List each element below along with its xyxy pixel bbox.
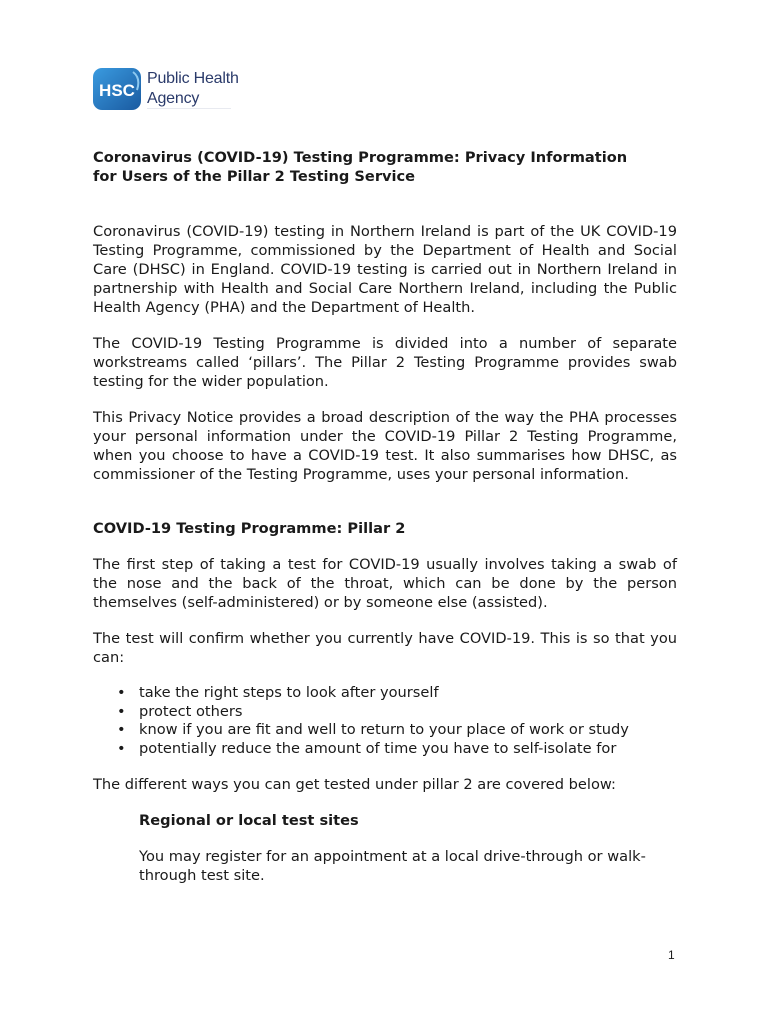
list-item: • potentially reduce the amount of time you have to self-isolate for	[117, 739, 617, 757]
subheading-regional-sites: Regional or local test sites	[139, 812, 359, 829]
paragraph-privacy-notice: This Privacy Notice provides a broad description of the way the PHA processes your personal information under the COVID-19 Pillar 2 Testing Programme, when you choose to have a COVID-19 test. It also summarises how DHSC, as commissioner of the Testing Programme, uses your personal information.	[93, 409, 677, 483]
paragraph-intro: Coronavirus (COVID-19) testing in Northern Ireland is part of the UK COVID-19 Testing Programme, commissioned by the Department of Health and Social Care (DHSC) in England. COVID-19 testing is carried out in Northern Ireland in partnership with Health and Social Care Northern Ireland, including the Public Health Agency (PHA) and the Department of Health.	[93, 223, 677, 316]
title-line-1: Coronavirus (COVID-19) Testing Programme: Privacy Information	[93, 149, 628, 166]
logo-badge-text: HSC	[99, 81, 135, 100]
bullet-icon: •	[117, 721, 126, 738]
paragraph-first-step: The first step of taking a test for COVID-19 usually involves taking a swab of the nose and the back of the throat, which can be done by the person themselves (self-administered) or by someone else (assisted).	[93, 556, 677, 611]
bullet-icon: •	[117, 739, 126, 757]
subsection-regional-sites	[93, 811, 677, 885]
bullet-icon: •	[117, 702, 126, 720]
logo-wordmark	[147, 69, 239, 109]
paragraph-register: You may register for an appointment at a local drive-through or walk-through test site.	[139, 848, 646, 884]
paragraph-ways-to-test: The different ways you can get tested under pillar 2 are covered below:	[93, 776, 616, 793]
hsc-badge-icon	[93, 68, 141, 110]
document-body	[93, 148, 677, 885]
page-number: 1	[668, 948, 675, 962]
document-title	[93, 148, 677, 186]
logo-line-2: Agency	[147, 90, 200, 107]
paragraph-pillars: The COVID-19 Testing Programme is divided into a number of separate workstreams called ‘pillars’. The Pillar 2 Testing Programme provides swab testing for the wider population.	[93, 335, 677, 390]
logo-divider	[147, 108, 231, 109]
list-item: • know if you are fit and well to return to your place of work or study	[117, 721, 629, 738]
bullet-icon: •	[117, 684, 126, 701]
section-heading-pillar-2: COVID-19 Testing Programme: Pillar 2	[93, 520, 406, 537]
title-line-2: for Users of the Pillar 2 Testing Service	[93, 168, 416, 185]
logo-line-1: Public Health	[147, 70, 239, 87]
reasons-list	[93, 684, 677, 758]
hsc-logo	[93, 66, 238, 112]
paragraph-test-confirm: The test will confirm whether you currently have COVID-19. This is so that you can:	[93, 630, 677, 666]
list-item: • protect others	[117, 702, 243, 720]
list-item: • take the right steps to look after yourself	[117, 684, 439, 701]
